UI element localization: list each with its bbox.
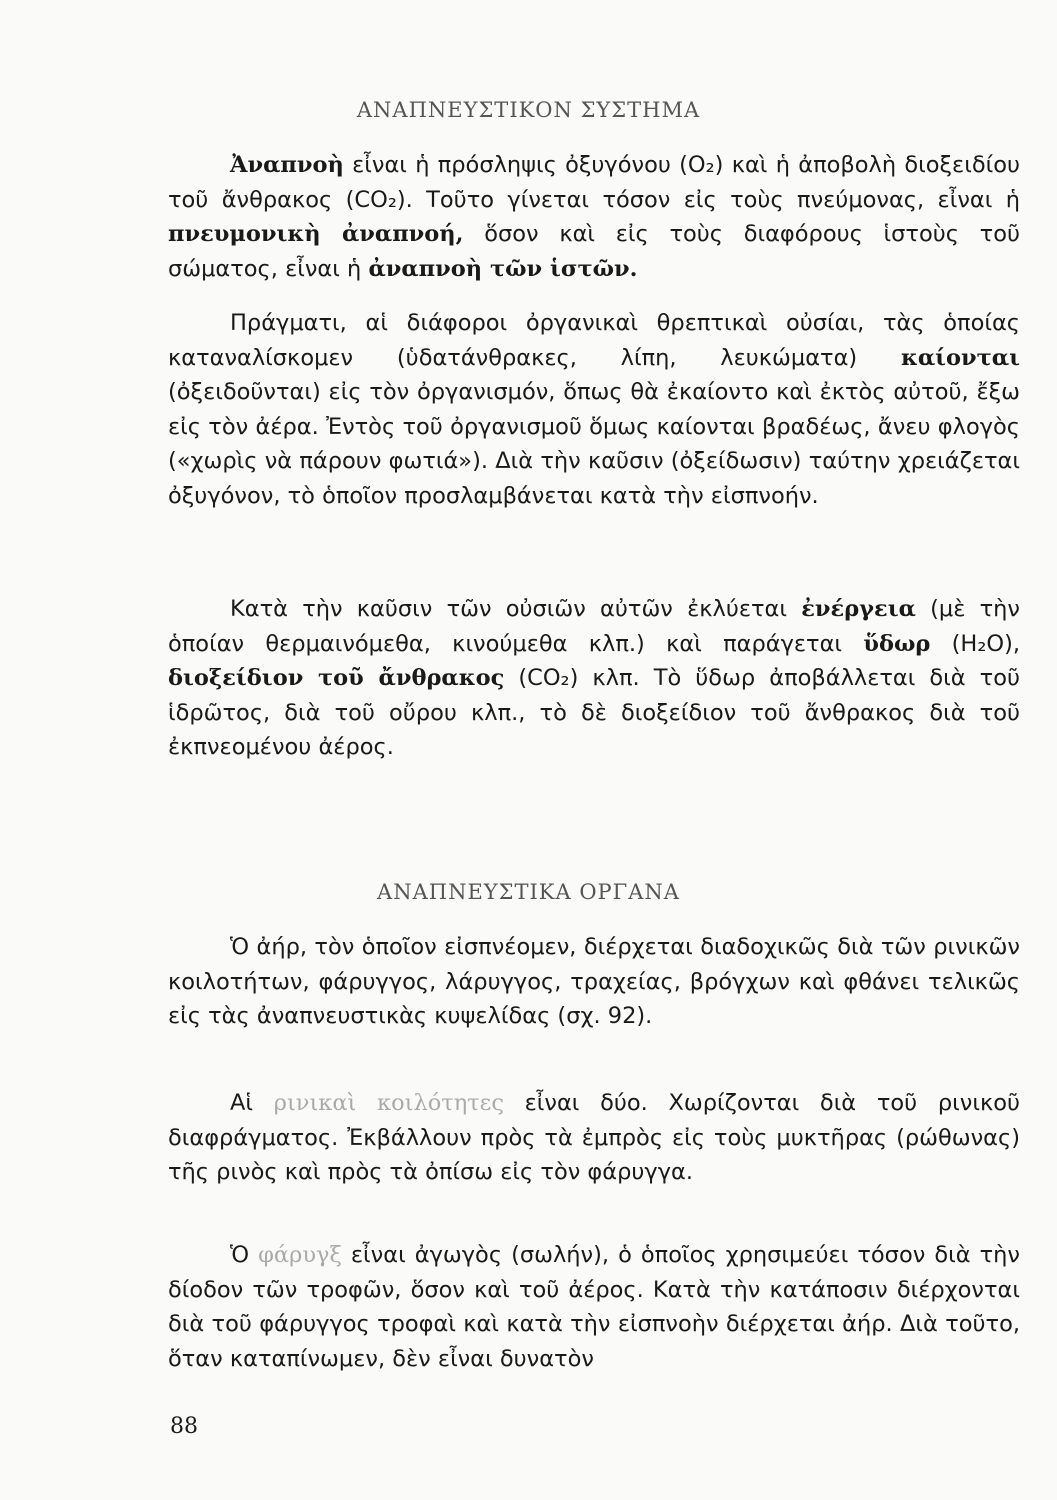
paragraph-air-path: Ὁ ἀήρ, τὸν ὁποῖον εἰσπνέομεν, διέρχεται διαδοχικῶς διὰ τῶν ρινικῶν κοιλοτήτων, φάρυγγος, λάρυγγος, τραχείας, βρόγχων καὶ φθάνει τελικῶς εἰς τὰς ἀναπνευστικὰς κυψελίδας (σχ. 92). (168, 934, 1020, 1030)
paragraph-combustion: Πράγματι, αἱ διάφοροι ὀργανικαὶ θρεπτικαὶ οὐσίαι, τὰς ὁποίας καταναλίσκομεν (ὑδατάνθρακες, λίπη, λευκώματα) καίονται (ὀξειδοῦνται) εἰς τὸν ὀργανισμόν, ὅπως θὰ ἐκαίοντο καὶ ἐκτὸς αὐτοῦ, ἔξω εἰς τὸν ἀέρα. Ἐντὸς τοῦ ὀργανισμοῦ ὅμως καίονται βραδέως, ἄνευ φλογὸς («χωρὶς νὰ πάρουν φωτιά»). Διὰ τὴν καῦσιν (ὀξείδωσιν) ταύτην χρειάζεται ὀξυγόνον, τὸ ὁποῖον προσλαμβάνεται κατὰ τὴν εἰσπνοήν. (168, 310, 1020, 509)
term-respiration: Ἀναπνοὴ (230, 152, 344, 178)
page-number: 88 (170, 1414, 198, 1439)
section-heading-respiratory-system: ΑΝΑΠΝΕΥΣΤΙΚΟΝ ΣΥΣΤΗΜΑ (356, 98, 701, 122)
term-nasal-cavities: ρινικαὶ κοιλότητες (273, 1090, 504, 1116)
term-tissue-respiration: ἀναπνοὴ τῶν ἱστῶν. (368, 255, 638, 282)
term-pharynx: φάρυγξ (258, 1242, 342, 1268)
term-water: ὕδωρ (863, 630, 931, 657)
term-energy: ἐνέργεια (801, 596, 916, 622)
term-burned: καίονται (900, 344, 1020, 371)
paragraph-definition: Ἀναπνοὴ εἶναι ἡ πρόσληψις ὀξυγόνου (O₂) καὶ ἡ ἀποβολὴ διοξειδίου τοῦ ἄνθρακος (CO₂). Τοῦτο γίνεται τόσον εἰς τοὺς πνεύμονας, εἶναι ἡ πνευμονικὴ ἀναπνοή, ὅσον καὶ εἰς τοὺς διαφόρους ἱστοὺς τοῦ σώματος, εἶναι ἡ ἀναπνοὴ τῶν ἱστῶν. (168, 152, 1021, 282)
paragraph-energy: Κατὰ τὴν καῦσιν τῶν οὐσιῶν αὐτῶν ἐκλύεται ἐνέργεια (μὲ τὴν ὁποίαν θερμαινόμεθα, κινούμεθα κλπ.) καὶ παράγεται ὕδωρ (H₂O), διοξείδιον τοῦ ἄνθρακος (CO₂) κλπ. Τὸ ὕδωρ ἀποβάλλεται διὰ τοῦ ἱδρῶτος, διὰ τοῦ οὔρου κλπ., τὸ δὲ διοξείδιον τοῦ ἄνθρακος διὰ τοῦ ἐκπνεομένου ἀέρος. (168, 596, 1020, 761)
term-carbon-dioxide: διοξείδιον τοῦ ἄνθρακος (168, 665, 505, 692)
paragraph-pharynx: Ὁ φάρυγξ εἶναι ἀγωγὸς (σωλήν), ὁ ὁποῖος χρησιμεύει τόσον διὰ τὴν δίοδον τῶν τροφῶν, ὅσον καὶ τοῦ ἀέρος. Κατὰ τὴν κατάποσιν διέρχονται διὰ τοῦ φάρυγγος τροφαὶ καὶ κατὰ τὴν εἰσπνοὴν διέρχεται ἀήρ. Διὰ τοῦτο, ὅταν καταπίνωμεν, δὲν εἶναι δυνατὸν (168, 1242, 1020, 1372)
paragraph-nasal-cavities: Αἱ ρινικαὶ κοιλότητες εἶναι δύο. Χωρίζονται διὰ τοῦ ρινικοῦ διαφράγματος. Ἐκβάλλουν πρὸς τὰ ἐμπρὸς εἰς τοὺς μυκτῆρας (ρώθωνας) τῆς ρινὸς καὶ πρὸς τὰ ὀπίσω εἰς τὸν φάρυγγα. (168, 1090, 1020, 1186)
section-heading-respiratory-organs: ΑΝΑΠΝΕΥΣΤΙΚΑ ΟΡΓΑΝΑ (377, 880, 680, 904)
term-pulmonary-respiration: πνευμονικὴ ἀναπνοή, (168, 221, 464, 248)
